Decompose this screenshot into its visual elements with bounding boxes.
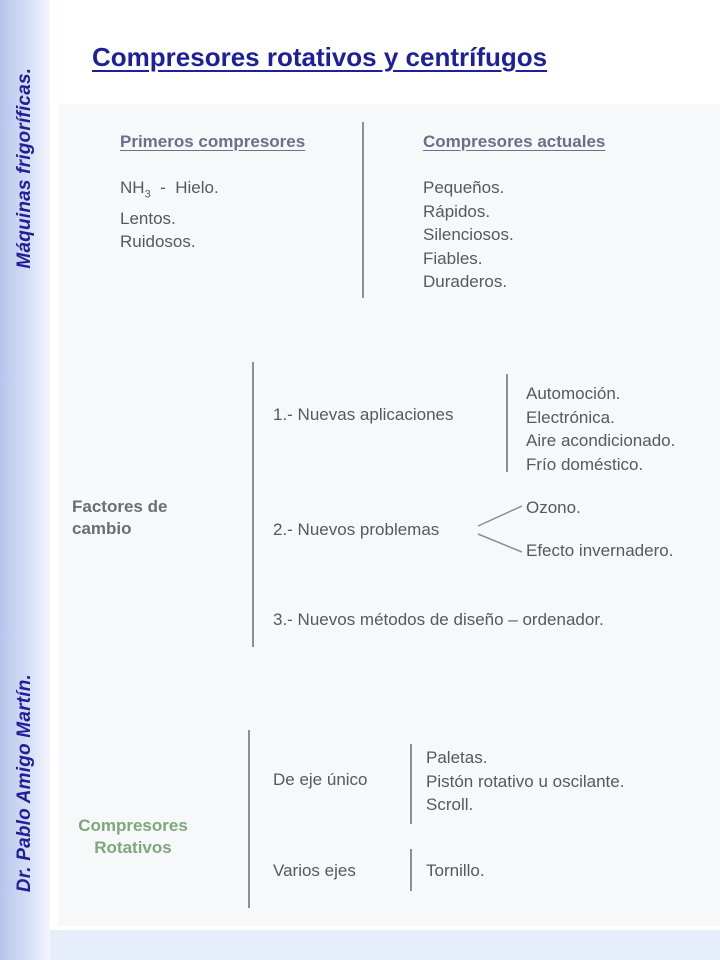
- single-shaft-label: De eje único: [273, 770, 368, 789]
- author-name: Dr. Pablo Amigo Martín.: [14, 674, 35, 893]
- list-item: Silenciosos.: [423, 225, 514, 244]
- scanned-figure: [58, 104, 720, 926]
- factor-2-item-ozone: Ozono.: [526, 498, 581, 517]
- rotary-compressors-label: Compresores Rotativos: [78, 816, 188, 857]
- footer-band: [50, 930, 720, 960]
- list-item: Duraderos.: [423, 272, 508, 291]
- list-item: Paletas.: [426, 748, 488, 767]
- rotary-bracket-line: [248, 730, 250, 908]
- single-shaft-bracket-line: [410, 744, 412, 824]
- current-compressors-list: [423, 176, 514, 294]
- subject-name: Máquinas frigoríficas.: [14, 67, 35, 269]
- list-item: Electrónica.: [526, 407, 615, 427]
- list-item: Automoción.: [526, 384, 621, 403]
- branch-lines: [476, 502, 528, 556]
- sidebar-text: [14, 68, 36, 892]
- factor-1-bracket-line: [506, 374, 508, 472]
- factor-1-label: 1.- Nuevas aplicaciones: [273, 405, 454, 424]
- list-item: Ruidosos.: [120, 232, 196, 252]
- factor-2-item-greenhouse: Efecto invernadero.: [526, 541, 674, 560]
- multi-shaft-label: Varios ejes: [273, 861, 356, 880]
- list-item: $NH_3$ - Hielo.: [120, 178, 219, 201]
- current-compressors-header: Compresores actuales: [423, 132, 606, 151]
- list-item: Lentos.: [120, 208, 176, 228]
- list-item: Pequeños.: [423, 178, 505, 197]
- list-item: Scroll.: [426, 795, 474, 814]
- multi-shaft-item: Tornillo.: [426, 861, 485, 880]
- list-item: Fiables.: [423, 248, 483, 268]
- factor-1-list: [526, 382, 675, 476]
- sidebar: [0, 0, 50, 960]
- factors-bracket-line: [252, 362, 254, 647]
- list-item: Aire acondicionado.: [526, 431, 676, 450]
- single-shaft-list: [426, 746, 624, 817]
- list-item: Rápidos.: [423, 201, 491, 221]
- page-title: Compresores rotativos y centrífugos: [92, 42, 548, 72]
- divider-line: [362, 122, 364, 298]
- factor-3-label: 3.- Nuevos métodos de diseño – ordenador.: [273, 610, 604, 629]
- list-item: Frío doméstico.: [526, 454, 644, 474]
- factors-label: Factores de cambio: [72, 497, 168, 538]
- list-item: Pistón rotativo u oscilante.: [426, 771, 625, 791]
- multi-shaft-bracket-line: [410, 849, 412, 891]
- first-compressors-header: Primeros compresores: [120, 132, 306, 151]
- first-compressors-list: [120, 176, 219, 254]
- factor-2-label: 2.- Nuevos problemas: [273, 520, 440, 539]
